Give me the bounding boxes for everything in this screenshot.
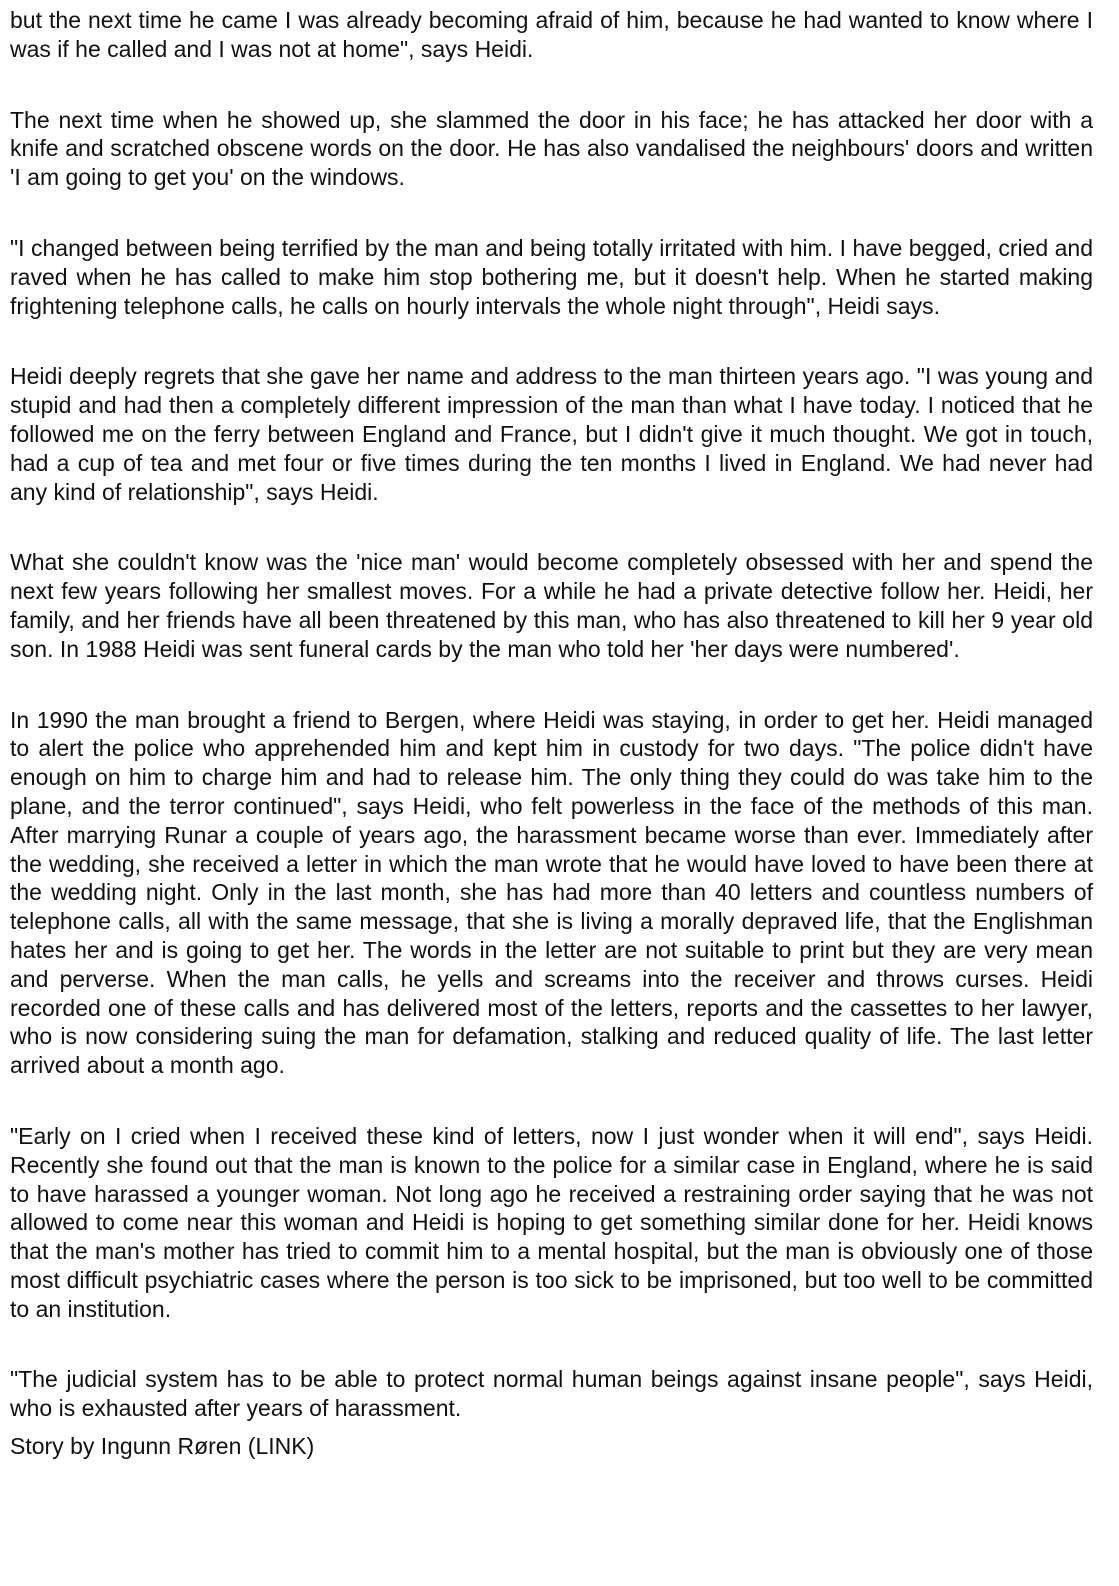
paragraph-3: "I changed between being terrified by the man and being totally irritated with him. I have begged, cried and raved when he has called to make him stop bothering me, but it doesn't help. When he started making frightening telephone calls, he calls on hourly intervals the whole night through", Heidi says. (10, 234, 1093, 319)
paragraph-8: "The judicial system has to be able to protect normal human beings against insane people", says Heidi, who is exhausted after years of harassment. (10, 1366, 1093, 1422)
paragraph-4: Heidi deeply regrets that she gave her name and address to the man thirteen years ago. "I was young and stupid and had then a completely different impression of the man than what I have today. I noticed that he followed me on the ferry between England and France, but I didn't give it much thought. We got in touch, had a cup of tea and met four or five times during the ten months I lived in England. We had never had any kind of relationship", says Heidi. (10, 363, 1093, 505)
paragraph-2: The next time when he showed up, she slammed the door in his face; he has attacked her door with a knife and scratched obscene words on the door. He has also vandalised the neighbours' doors and written 'I am going to get you' on the windows. (10, 106, 1093, 191)
article-body (10, 6, 1093, 1461)
paragraph-5: What she couldn't know was the 'nice man' would become completely obsessed with her and spend the next few years following her smallest moves. For a while he had a private detective follow her. Heidi, her family, and her friends have all been threatened by this man, who has also threatened to kill her 9 year old son. In 1988 Heidi was sent funeral cards by the man who told her 'her days were numbered'. (10, 549, 1093, 662)
paragraph-7: "Early on I cried when I received these kind of letters, now I just wonder when it will end", says Heidi. Recently she found out that the man is known to the police for a similar case in England, where he is said to have harassed a younger woman. Not long ago he received a restraining order saying that he was not allowed to come near this woman and Heidi is hoping to get something similar done for her. Heidi knows that the man's mother has tried to commit him to a mental hospital, but the man is obviously one of those most difficult psychiatric cases where the person is too sick to be imprisoned, but too well to be committed to an institution. (10, 1122, 1093, 1322)
story-credit: Story by Ingunn Røren (LINK) (10, 1433, 315, 1460)
paragraph-6: In 1990 the man brought a friend to Bergen, where Heidi was staying, in order to get her. Heidi managed to alert the police who apprehended him and kept him in custody for two days. "The police didn't have enough on him to charge him and had to release him. The only thing they could do was take him to the plane, and the terror continued", says Heidi, who felt powerless in the face of the methods of this man. After marrying Runar a couple of years ago, the harassment became worse than ever. Immediately after the wedding, she received a letter in which the man wrote that he would have loved to have been there at the wedding night. Only in the last month, she has had more than 40 letters and countless numbers of telephone calls, all with the same message, that she is living a morally depraved life, that the Englishman hates her and is going to get her. The words in the letter are not suitable to print but they are very mean and perverse. When the man calls, he yells and screams into the receiver and throws curses. Heidi recorded one of these calls and has delivered most of the letters, reports and the cassettes to her lawyer, who is now considering suing the man for defamation, stalking and reduced quality of life. The last letter arrived about a month ago. (10, 706, 1093, 1079)
paragraph-1: but the next time he came I was already becoming afraid of him, because he had wanted to know where I was if he called and I was not at home", says Heidi. (10, 7, 1093, 62)
